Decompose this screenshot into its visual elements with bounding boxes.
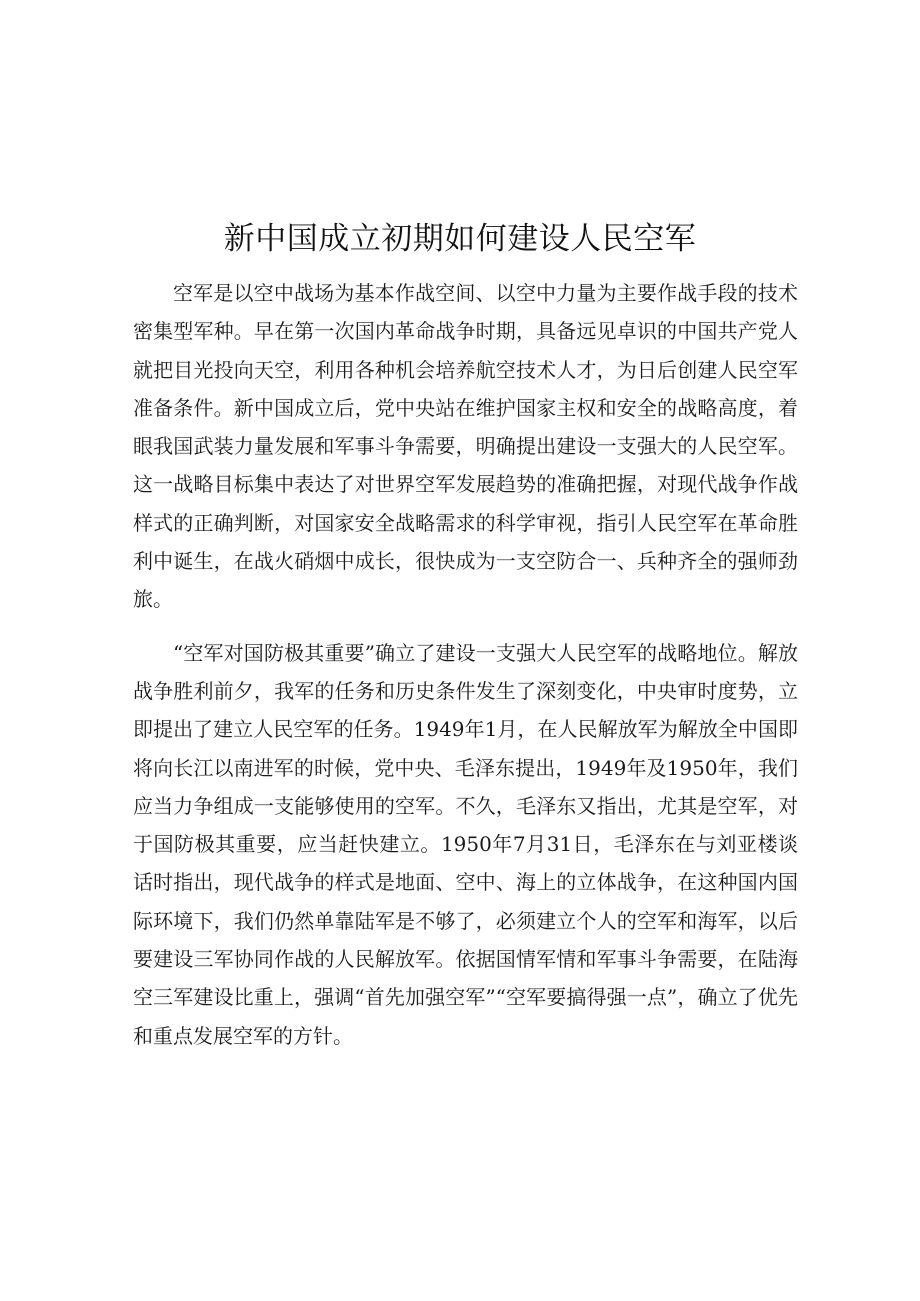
paragraph-2: “空军对国防极其重要”确立了建设一支强大人民空军的战略地位。解放战争胜利前夕，我军的任务和历史条件发生了深刻变化，中央审时度势，立即提出了建立人民空军的任务。1949年1月，在人民解放军为解放全中国即将向长江以南进军的时候，党中央、毛泽东提出，1949年及1950年，我们应当力争组成一支能够使用的空军。不久，毛泽东又指出，尤其是空军，对于国防极其重要，应当赶快建立。1950年7月31日，毛泽东在与刘亚楼谈话时指出，现代战争的样式是地面、空中、海上的立体战争，在这种国内国际环境下，我们仍然单靠陆军是不够了，必须建立个人的空军和海军，以后要建设三军协同作战的人民解放军。依据国情军情和军事斗争需要，在陆海空三军建设比重上，强调“首先加强空军”“空军要搞得强一点”，确立了优先和重点发展空军的方针。	[133, 640, 798, 1048]
paragraph-1: 空军是以空中战场为基本作战空间、以空中力量为主要作战手段的技术密集型军种。早在第一次国内革命战争时期，具备远见卓识的中国共产党人就把目光投向天空，利用各种机会培养航空技术人才，为日后创建人民空军准备条件。新中国成立后，党中央站在维护国家主权和安全的战略高度，着眼我国武装力量发展和军事斗争需要，明确提出建设一支强大的人民空军。这一战略目标集中表达了对世界空军发展趋势的准确把握，对现代战争作战样式的正确判断，对国家安全战略需求的科学审视，指引人民空军在革命胜利中诞生，在战火硝烟中成长，很快成为一支空防合一、兵种齐全的强师劲旅。	[133, 281, 798, 612]
document-body	[133, 274, 798, 1055]
document-title: 新中国成立初期如何建设人民空军	[223, 221, 697, 257]
